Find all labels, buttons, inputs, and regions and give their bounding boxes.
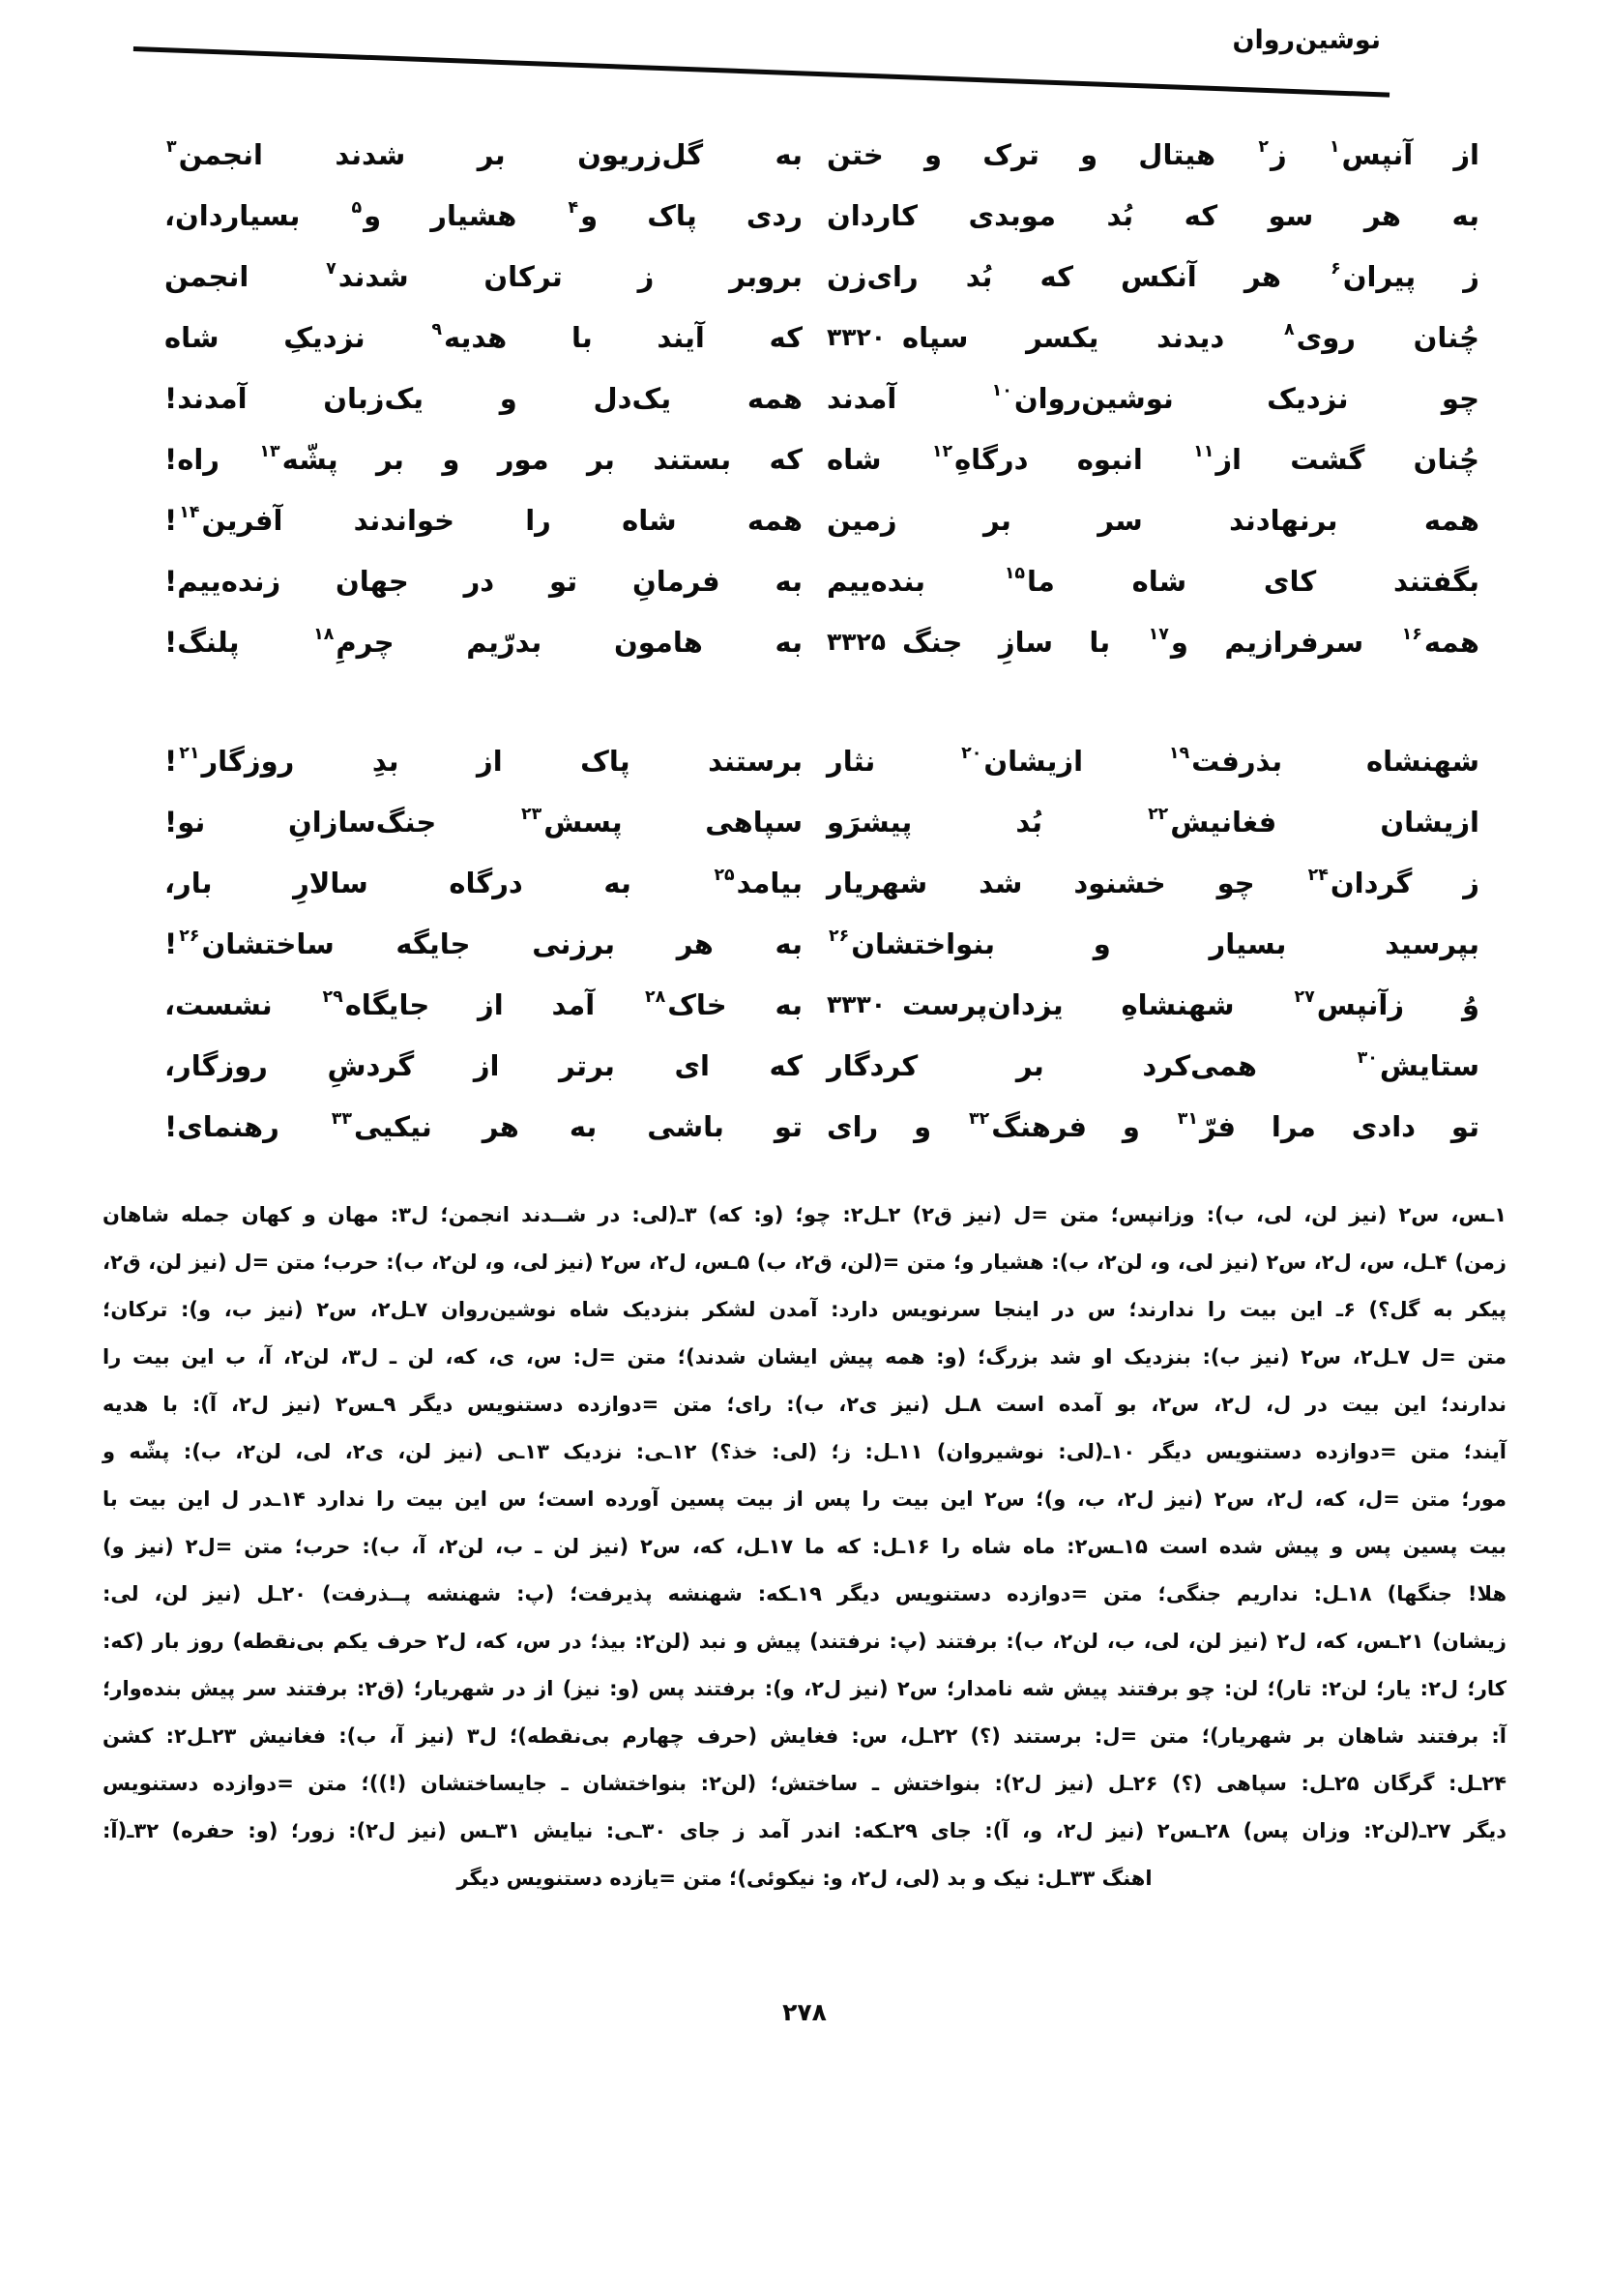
footnote-marker: ۲۴ xyxy=(1307,865,1329,885)
verse-row xyxy=(164,550,1479,611)
verse-row xyxy=(164,1035,1479,1096)
verse-row xyxy=(164,124,1479,185)
footnote-marker: ۲۹ xyxy=(322,986,343,1007)
footnote-marker: ۱۳ xyxy=(259,441,280,461)
footnote-marker: ۲ xyxy=(1258,136,1269,157)
stanza xyxy=(164,730,1479,1157)
hemistich-first: به هر سو که بُد موبدی کاردان xyxy=(827,198,1479,232)
hemistich-first: همه برنهادند سر بر زمین xyxy=(827,503,1479,537)
hemistich-second: همه یک‌دل و یک‌زبان آمدند! xyxy=(164,381,803,415)
apparatus-line: مور؛ متن =ل، که، ل۲، س۲ (نیز ل۲، ب، و)؛ س۲ این بیت را پس از بیت پسین آورده است؛ س این بیت را ندارد ۱۴ـدر ل این بیت با xyxy=(102,1487,1507,1511)
footnote-marker: ۱۸ xyxy=(313,624,335,644)
apparatus-line: زیشان) ۲۱ـس، که، ل۲ (نیز لن، لی، ب، لن۲، ب): برفتند (پ: نرفتند) پیش و نبد (لن۲: بیذ؛ در س، که، ل۲ حرف یکم بی‌نقطه) روز بار (که: xyxy=(102,1630,1507,1653)
hemistich-second: به فرمانِ تو در جهان زنده‌ییم! xyxy=(164,564,803,598)
hemistich-first: ز پیران$^۶$ هر آنکس که بُد رای‌زن xyxy=(827,258,1479,293)
hemistich-second: همه شاه را خواندند آفرین$^{۱۴}$! xyxy=(164,502,803,537)
hemistich-first: ز گردان$^{۲۴}$ چو خشنود شد شهریار xyxy=(827,865,1479,899)
hemistich-first: چو نزدیک نوشین‌روان$^{۱۰}$ آمدند xyxy=(827,380,1479,415)
hemistich-first-wrap xyxy=(827,565,1479,598)
apparatus-line: ۱ـس، س۲ (نیز لن، لی، ب): وزانپس؛ متن =ل (نیز ق۲) ۲ـل۲: چو؛ (و: که) ۳ـ(لی: در شــدند انجمن؛ ل۳: مهان و کهان جمله شاهان xyxy=(102,1203,1507,1226)
hemistich-first: چُنان گشت از$^{۱۱}$ انبوه درگاهِ$^{۱۲}$ شاه xyxy=(827,441,1479,476)
hemistich-first-wrap xyxy=(827,504,1479,537)
footnote-marker: ۱۲ xyxy=(931,441,953,461)
header-rule xyxy=(133,46,1390,98)
hemistich-first-wrap xyxy=(827,321,1479,354)
footnote-marker: ۱۴ xyxy=(179,502,200,522)
page-header-title: نوشین‌روان xyxy=(1232,25,1381,55)
hemistich-first: بپرسید بسیار و بنواختشان$^{۲۶}$ xyxy=(829,926,1479,960)
apparatus-line: کار؛ ل۲: یار؛ لن۲: تار)؛ لن: چو برفتند پیش شه نامدار؛ س۲ (نیز ل۲، و): برفتند پس (و: نیز) از در شهریار؛ (ق۲: برفتند سر پیش بنده‌وار؛ xyxy=(102,1677,1507,1700)
verse-row xyxy=(164,246,1479,307)
apparatus-line: هلا! جنگها) ۱۸ـل: نداریم جنگی؛ متن =دوازده دستنویس دیگر ۱۹ـکه: شهنشه پذیرفت؛ (پ: شهنشه پــذرفت) ۲۰ـل (نیز لن، لی: xyxy=(102,1582,1507,1605)
apparatus-line: آ: برفتند شاهان بر شهریار)؛ متن =ل: برستند (؟) ۲۲ـل، س: فغایش (حرف چهارم بی‌نقطه)؛ ل۳ (نیز آ، ب): فغانیش ۲۳ـل۲: کشن xyxy=(102,1724,1507,1748)
footnote-marker: ۲۶ xyxy=(179,926,200,946)
apparatus-line: ندارند؛ این بیت در ل، ل۲، س۲، بو آمده است ۸ـل (نیز ی۲، ب): رای؛ متن =دوازده دستنویس دیگر ۹ـس۲ (نیز ل۲، آ): با هدیه xyxy=(102,1393,1507,1416)
verse-number: ۳۳۲۵ xyxy=(827,628,887,656)
footnote-marker: ۱۱ xyxy=(1193,441,1214,461)
apparatus-line: ۲۴ـل: گرگان ۲۵ـل: سپاهی (؟) ۲۶ـل (نیز ل۲): بنواختش ـ ساختش؛ (لن۲: بنواختشان ـ جایساختشان (!))؛ متن =دوازده دستنویس xyxy=(102,1772,1507,1795)
verse-row xyxy=(164,913,1479,974)
footnote-marker: ۱۰ xyxy=(991,380,1012,400)
footnote-marker: ۲۲ xyxy=(1148,804,1169,824)
footnote-marker: ۹ xyxy=(431,319,442,339)
footnote-marker: ۲۱ xyxy=(179,743,200,763)
hemistich-second: به هامون بدرّیم چرمِ$^{۱۸}$ پلنگ! xyxy=(164,624,803,659)
footnote-marker: ۱۵ xyxy=(1004,563,1026,583)
verse-number: ۳۳۲۰ xyxy=(827,323,887,351)
hemistich-first-wrap xyxy=(827,1110,1479,1143)
hemistich-first-wrap xyxy=(827,260,1479,293)
apparatus-line: اهنگ ۳۳ـل: نیک و بد (لی، ل۲، و: نیکوئی)؛ متن =یازده دستنویس دیگر xyxy=(456,1867,1153,1890)
hemistich-second: ردی پاک و$^۴$ هشیار و$^۵$ بسیاردان، xyxy=(164,197,803,232)
hemistich-second: که ای برتر از گردشِ روزگار، xyxy=(164,1048,803,1082)
hemistich-second: سپاهی پسش$^{۲۳}$ جنگ‌سازانِ نو! xyxy=(164,804,804,839)
hemistich-first-wrap xyxy=(827,745,1479,778)
verse-number: ۳۳۳۰ xyxy=(827,990,887,1018)
footnote-marker: ۲۷ xyxy=(1294,986,1315,1007)
footnote-marker: ۳۳ xyxy=(331,1108,352,1129)
footnote-marker: ۸ xyxy=(1283,319,1295,339)
verse-row xyxy=(164,185,1479,246)
verse-row xyxy=(164,974,1479,1035)
footnote-marker: ۳ xyxy=(166,136,177,157)
hemistich-second: به خاک$^{۲۸}$ آمد از جایگاه$^{۲۹}$ نشست، xyxy=(164,986,803,1021)
hemistich-first-wrap xyxy=(827,626,1479,659)
verse-row xyxy=(164,730,1479,791)
footnote-marker: ۲۸ xyxy=(644,986,666,1007)
hemistich-first: بگفتند کای شاه ما$^{۱۵}$ بنده‌ییم xyxy=(827,563,1480,598)
hemistich-first: همه$^{۱۶}$ سرفرازیم و$^{۱۷}$ با سازِ جنگ xyxy=(902,624,1479,659)
footnote-marker: ۲۵ xyxy=(714,865,735,885)
hemistich-second: بیامد$^{۲۵}$ به درگاه سالارِ بار، xyxy=(164,865,803,899)
hemistich-first-wrap xyxy=(827,443,1479,476)
footnote-marker: ۱۷ xyxy=(1148,624,1169,644)
hemistich-first: ازیشان فغانیش$^{۲۲}$ بُد پیشرَو xyxy=(827,804,1479,839)
verse-row xyxy=(164,307,1479,368)
hemistich-first: ستایش$^{۳۰}$ همی‌کرد بر کردگار xyxy=(827,1047,1479,1082)
footnote-marker: ۷ xyxy=(326,258,336,279)
hemistich-first-wrap xyxy=(827,867,1479,899)
apparatus-line: پیکر به گل؟) ۶ـ این بیت را ندارند؛ س در اینجا سرنویس دارد: آمدن لشکر بنزدیک شاه نوشین‌روان ۷ـل۲، س۲ (نیز ب، و): ترکان؛ xyxy=(102,1298,1507,1321)
footnote-marker: ۳۰ xyxy=(1357,1047,1378,1068)
hemistich-first: شهنشاه بذرفت$^{۱۹}$ ازیشان$^{۲۰}$ نثار xyxy=(827,743,1479,778)
hemistich-first: از آنپس$^۱$ ز$^۲$ هیتال و ترک و ختن xyxy=(827,136,1479,171)
hemistich-first-wrap xyxy=(827,382,1479,415)
verse-row xyxy=(164,611,1479,672)
footnote-marker: ۱ xyxy=(1329,136,1340,157)
hemistich-second: که بستند بر مور و بر پشّه$^{۱۳}$ راه! xyxy=(164,441,804,476)
verse-row xyxy=(164,852,1479,913)
verse-row xyxy=(164,791,1479,852)
stanza xyxy=(164,124,1479,672)
hemistich-first-wrap xyxy=(827,1049,1479,1082)
critical-apparatus xyxy=(102,1192,1507,1902)
hemistich-first: تو دادی مرا فرّ$^{۳۱}$ و فرهنگ$^{۳۲}$ و رای xyxy=(827,1108,1480,1143)
verse-row xyxy=(164,428,1479,489)
hemistich-second: به هر برزنی جایگه ساختشان$^{۲۶}$! xyxy=(164,926,803,960)
footnote-marker: ۳۲ xyxy=(969,1108,990,1129)
hemistich-second: که آیند با هدیه$^۹$ نزدیکِ شاه xyxy=(164,319,803,354)
verse-row xyxy=(164,1096,1479,1157)
footnote-marker: ۲۶ xyxy=(829,926,850,946)
hemistich-first-wrap xyxy=(827,138,1479,171)
footnote-marker: ۱۶ xyxy=(1401,624,1422,644)
verse-row xyxy=(164,489,1479,550)
footnote-marker: ۲۳ xyxy=(520,804,542,824)
verse-row xyxy=(164,368,1479,428)
hemistich-second: تو باشی به هر نیکیی$^{۳۳}$ رهنمای! xyxy=(164,1108,803,1143)
footnote-marker: ۱۹ xyxy=(1168,743,1190,763)
footnote-marker: ۴ xyxy=(568,197,579,218)
page-number: ۲۷۸ xyxy=(782,1998,827,2026)
hemistich-first-wrap xyxy=(827,927,1479,960)
hemistich-first-wrap xyxy=(827,806,1479,839)
apparatus-line: دیگر ۲۷ـ(لن۲: وزان پس) ۲۸ـس۲ (نیز ل۲، و، آ): جای ۲۹ـکه: اندر آمد ز جای ۳۰ـی: نیایش ۳۱ـس (نیز ل۲): زور؛ (و: حفره) ۳۲ـ(آ: xyxy=(102,1819,1507,1842)
apparatus-line: زمن) ۴ـل، س، ل۲، س۲ (نیز لی، و، لن۲، ب): هشیار و؛ متن =(لن، ق۲، ب) ۵ـس، ل۲، س۲ (نیز لی، و، لن۲، ب): حرب؛ متن =ل (نیز لن، ق۲، xyxy=(102,1251,1507,1274)
footnote-marker: ۲۰ xyxy=(961,743,982,763)
hemistich-second: به گل‌زریون بر شدند انجمن$^۳$ xyxy=(166,136,803,171)
hemistich-first: وُ زآنپس$^{۲۷}$ شهنشاهِ یزدان‌پرست xyxy=(902,986,1479,1021)
hemistich-first-wrap xyxy=(827,199,1479,232)
apparatus-line: آیند؛ متن =دوازده دستنویس دیگر ۱۰ـ(لی: نوشیروان) ۱۱ـل: ز؛ (لی: خذ؟) ۱۲ـی: نزدیک ۱۳ـی (نیز لن، ی۲، لی، لن۲، ب): پشّه و xyxy=(102,1440,1507,1463)
hemistich-second: برستند پاک از بدِ روزگار$^{۲۱}$! xyxy=(164,743,803,778)
apparatus-line: بیت پسین پس و پیش شده است ۱۵ـس۲: ماه شاه را ۱۶ـل: که ما ۱۷ـل، که، س۲ (نیز لن ـ ب، لن۲، آ، ب): حرب؛ متن =ل۲ (نیز و) xyxy=(102,1535,1507,1558)
footnote-marker: ۳۱ xyxy=(1177,1108,1198,1129)
verse-block xyxy=(0,124,1609,1157)
apparatus-line: متن =ل ۷ـل۲، س۲ (نیز ب): بنزدیک او شد بزرگ؛ (و: همه پیش ایشان شدند)؛ متن =ل: س، ی، که، لن ـ ل۳، لن۲، آ، ب این بیت را xyxy=(102,1345,1507,1369)
hemistich-second: بروبر ز ترکان شدند$^۷$ انجمن xyxy=(164,258,803,293)
hemistich-first-wrap xyxy=(827,988,1479,1021)
footnote-marker: ۶ xyxy=(1331,258,1341,279)
hemistich-first: چُنان روی$^۸$ دیدند یکسر سپاه xyxy=(902,319,1480,354)
footnote-marker: ۵ xyxy=(351,197,363,218)
